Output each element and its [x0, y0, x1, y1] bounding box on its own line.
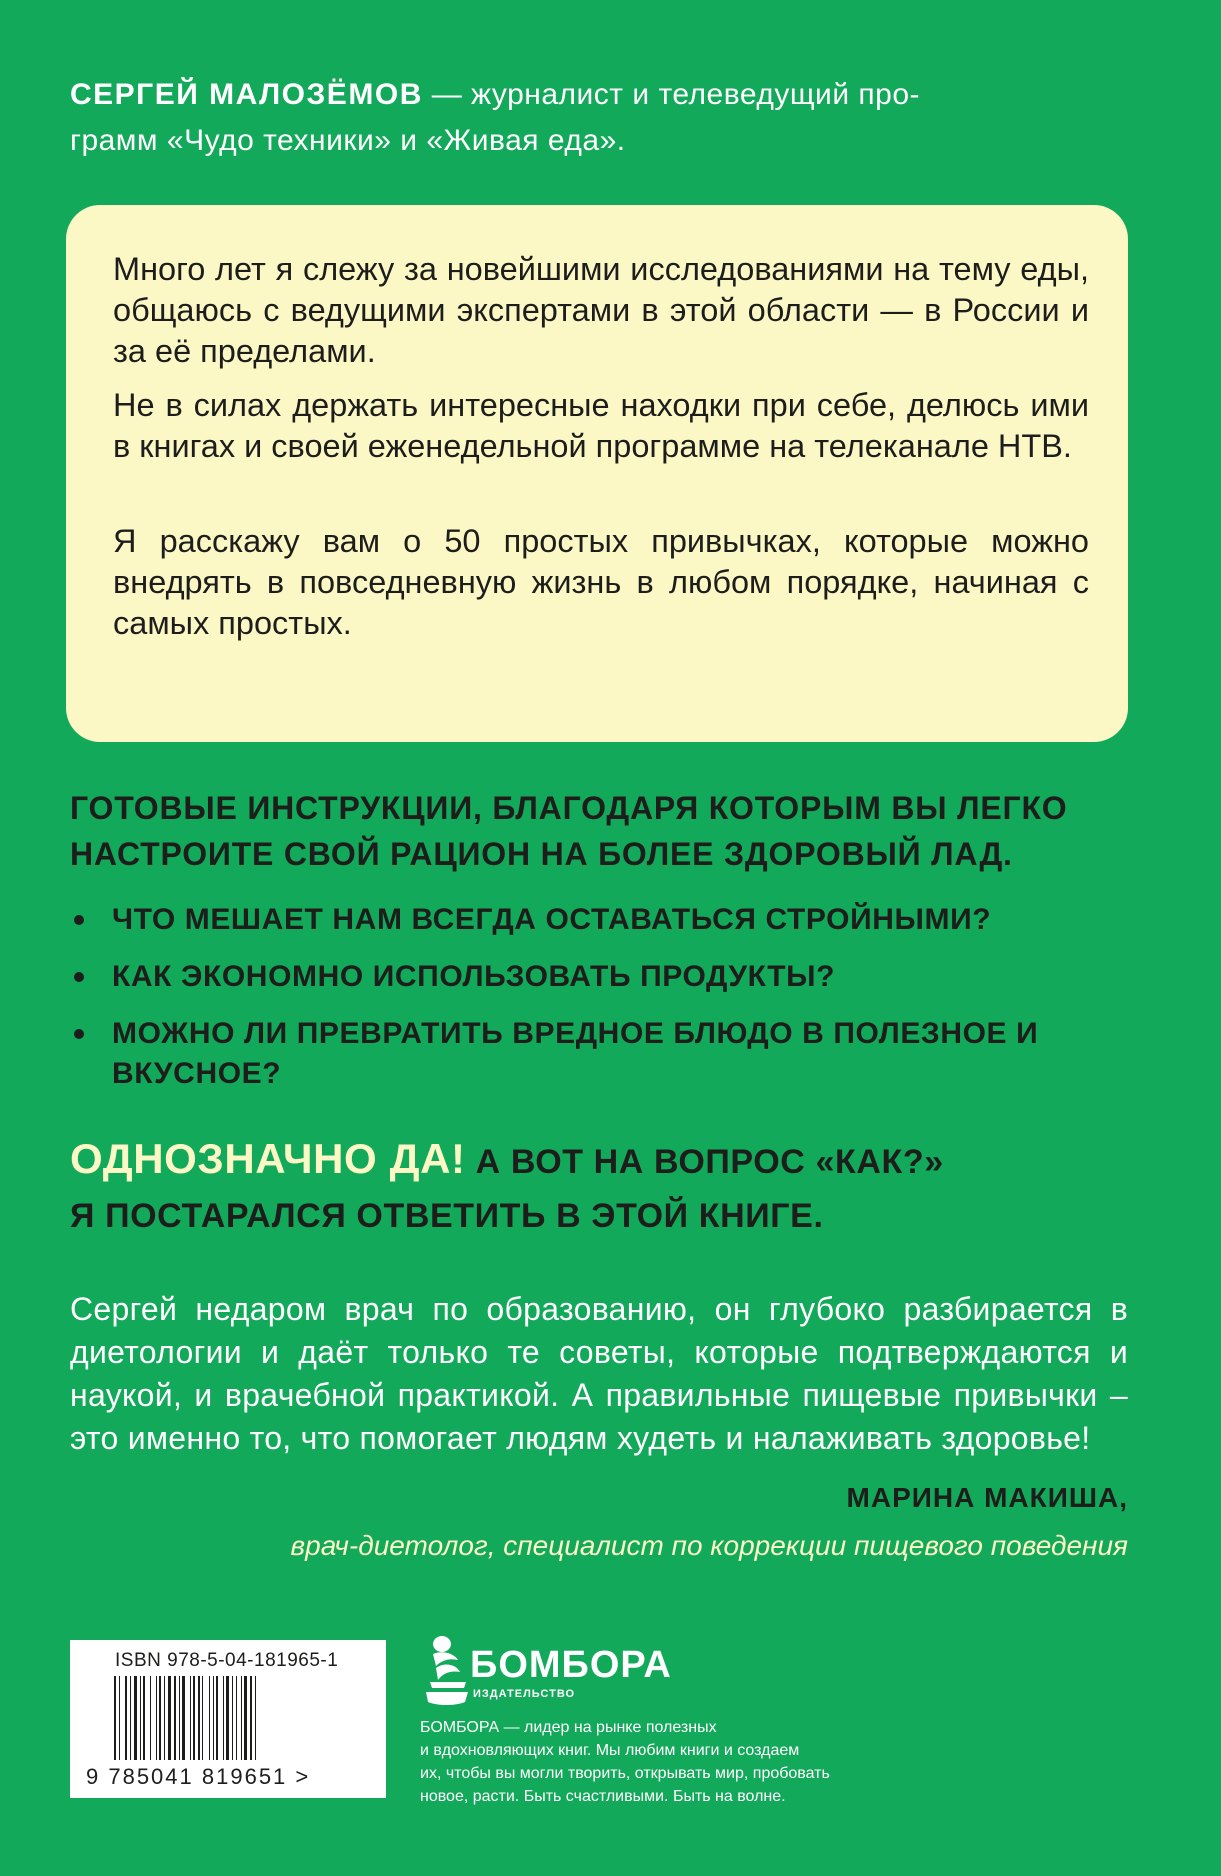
barcode-bar: [209, 1676, 210, 1760]
list-item: [70, 1014, 1130, 1094]
barcode-bar: [226, 1676, 229, 1760]
author-name: СЕРГЕЙ МАЛОЗЁМОВ: [70, 78, 423, 111]
publisher-line: их, чтобы вы могли творить, открывать мир, пробовать: [420, 1765, 830, 1782]
barcode-bar: [190, 1676, 191, 1760]
barcode-bar: [143, 1676, 145, 1760]
barcode-bar: [168, 1676, 171, 1760]
author-bio: [70, 72, 1130, 164]
barcode-bar: [159, 1676, 161, 1760]
barcode-bar: [250, 1676, 252, 1760]
list-item-text: ЧТО МЕШАЕТ НАМ ВСЕГДА ОСТАВАТЬСЯ СТРОЙНЫМИ?: [112, 903, 992, 936]
barcode-bar: [130, 1676, 131, 1760]
testimonial-author: МАРИНА МАКИША,: [846, 1482, 1128, 1513]
bullet-icon: [74, 1029, 84, 1039]
barcode-bar: [244, 1676, 247, 1760]
list-item-text: КАК ЭКОНОМНО ИСПОЛЬЗОВАТЬ ПРОДУКТЫ?: [112, 960, 836, 993]
testimonial-role: врач-диетолог, специалист по коррекции пищевого поведения: [290, 1530, 1128, 1561]
publisher-line: БОМБОРА — лидер на рынке полезных: [420, 1719, 717, 1736]
intro-paragraph-1: Много лет я слежу за новейшими исследованиями на тему еды, общаюсь с ведущими экспертами в этой области — в России и за её пределами.: [113, 251, 1089, 369]
barcode-bar: [182, 1676, 185, 1760]
barcode-bar: [140, 1676, 141, 1760]
question-list: [70, 900, 1130, 1094]
barcode-bar: [202, 1676, 203, 1760]
answer-highlight: ОДНОЗНАЧНО ДА!: [70, 1135, 466, 1182]
barcode-bar: [150, 1676, 151, 1760]
barcode-bar: [213, 1676, 214, 1760]
answer-block: [70, 1132, 1130, 1243]
bullet-icon: [74, 915, 84, 925]
heading-line2: НАСТРОИТЕ СВОЙ РАЦИОН НА БОЛЕЕ ЗДОРОВЫЙ ЛАД.: [70, 836, 1013, 872]
author-bio-line2: грамм «Чудо техники» и «Живая еда».: [70, 124, 626, 157]
section-heading: [70, 785, 1130, 877]
intro-paragraph-2: Не в силах держать интересные находки при себе, делюсь ими в книгах и своей еженедельной программе на телеканале НТВ.: [113, 387, 1089, 464]
intro-paragraph-3: Я расскажу вам о 50 простых привычках, которые можно внедрять в повседневную жизнь в любом порядке, начиная с самых простых.: [113, 523, 1089, 641]
intro-card: [66, 205, 1128, 742]
barcode-bar: [216, 1676, 218, 1760]
barcode-bar: [223, 1676, 224, 1760]
barcode-bar: [114, 1676, 116, 1760]
publisher-logo-subtitle: ИЗДАТЕЛЬСТВО: [473, 1688, 576, 1700]
publisher-line: и вдохновляющих книг. Мы любим книги и создаем: [420, 1742, 800, 1759]
answer-line1: А ВОТ НА ВОПРОС «КАК?»: [465, 1143, 944, 1181]
isbn-label: ISBN 978-5-04-181965-1: [115, 1650, 339, 1671]
list-item: [70, 900, 1130, 940]
barcode-bar: [232, 1676, 233, 1760]
bullet-icon: [74, 972, 84, 982]
publisher-line: новое, расти. Быть счастливыми. Быть на волне.: [420, 1788, 786, 1805]
barcode-bar: [119, 1676, 120, 1760]
barcode-bar: [125, 1676, 127, 1760]
barcode-bar: [236, 1676, 237, 1760]
barcode-number: 9 785041 819651 >: [86, 1764, 311, 1789]
author-bio-line1: — журналист и телеведущий про-: [422, 78, 921, 111]
barcode-bar: [198, 1676, 200, 1760]
barcode-bar: [179, 1676, 180, 1760]
answer-line2: Я ПОСТАРАЛСЯ ОТВЕТИТЬ В ЭТОЙ КНИГЕ.: [70, 1197, 824, 1235]
list-item-text: МОЖНО ЛИ ПРЕВРАТИТЬ ВРЕДНОЕ БЛЮДО В ПОЛЕЗНОЕ И ВКУСНОЕ?: [112, 1017, 1039, 1090]
list-item: [70, 957, 1130, 997]
barcode: [70, 1640, 386, 1798]
barcode-bar: [193, 1676, 195, 1760]
publisher-description: [420, 1716, 960, 1808]
barcode-bar: [164, 1676, 165, 1760]
barcode-bar: [241, 1676, 242, 1760]
publisher-logo-text: БОМБОРА: [470, 1644, 672, 1686]
barcode-bar: [134, 1676, 137, 1760]
barcode-bar: [174, 1676, 176, 1760]
testimonial-text: Сергей недаром врач по образованию, он глубоко разбирается в диетологии и даёт только те советы, которые подтверждаются и наукой, и врачебной практикой. А правильные пищевые привычки – это именно то, что помогает людям худеть и налаживать здоровье!: [70, 1291, 1128, 1456]
heading-line1: ГОТОВЫЕ ИНСТРУКЦИИ, БЛАГОДАРЯ КОТОРЫМ ВЫ ЛЕГКО: [70, 790, 1068, 826]
barcode-bar: [255, 1676, 256, 1760]
barcode-bar: [156, 1676, 157, 1760]
